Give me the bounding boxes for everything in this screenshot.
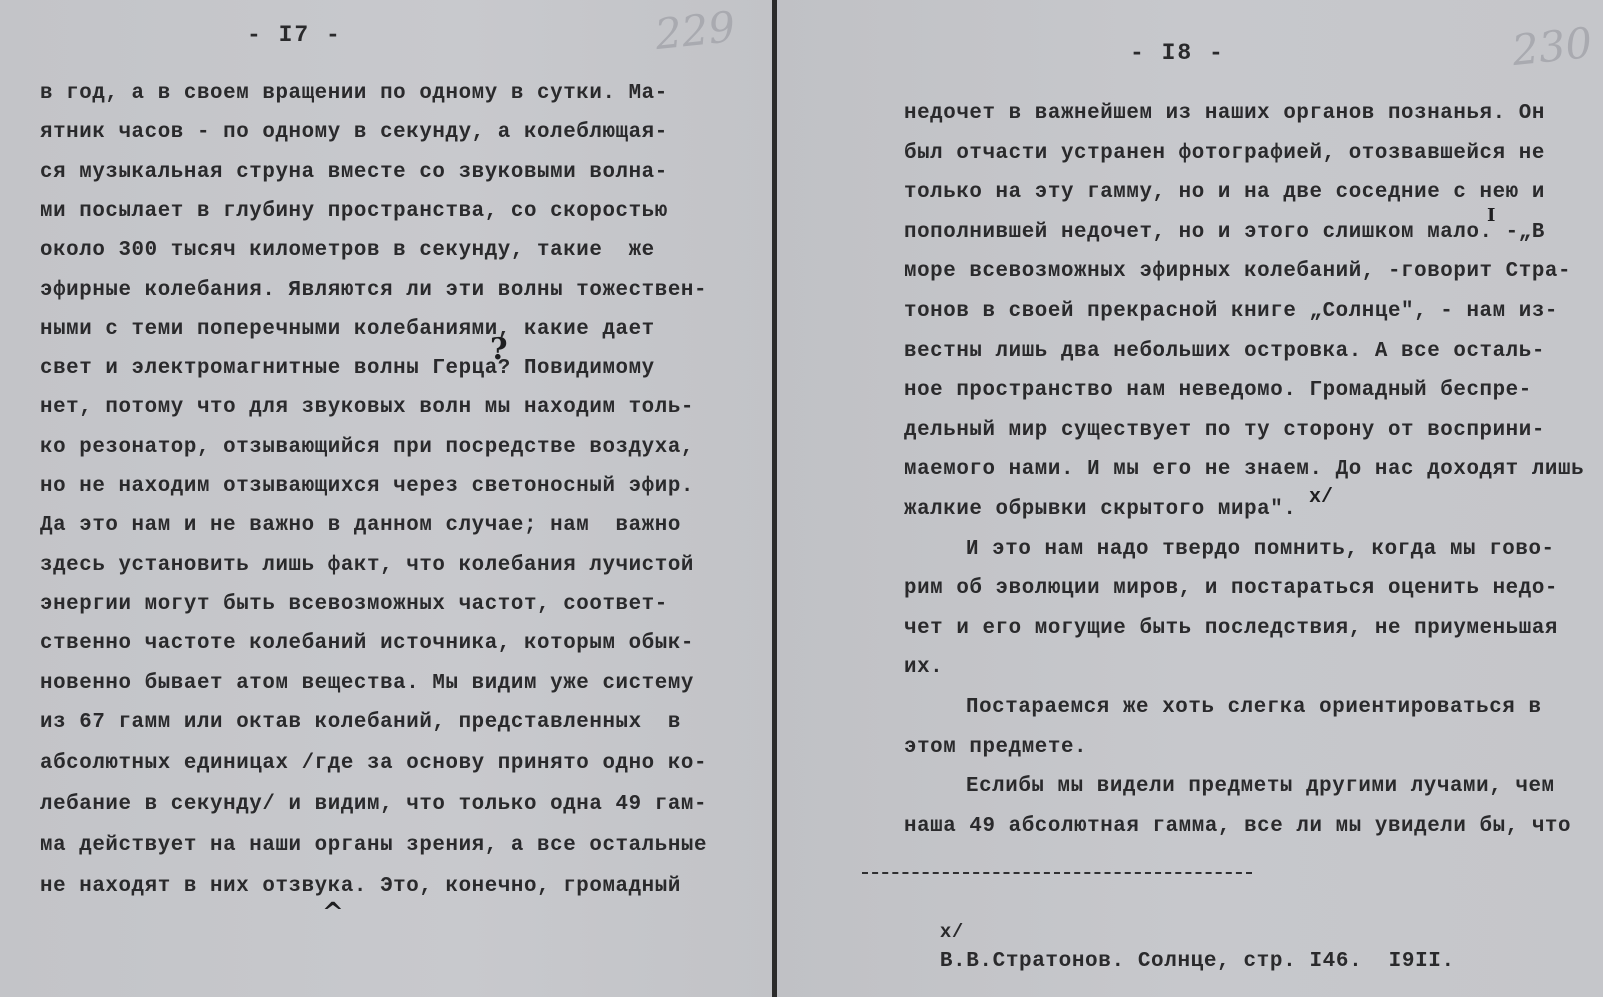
text-line: в год, а в своем вращении по одному в сутки. Ма- — [40, 82, 668, 105]
text-line: только на эту гамму, но и на две соседние с нею и — [904, 181, 1545, 205]
text-line: ко резонатор, отзывающийся при посредстве воздуха, — [40, 435, 695, 459]
text-line: рим об эволюции миров, и постараться оценить недо- — [904, 577, 1559, 601]
text-line: ственно частоте колебаний источника, которым обык- — [40, 632, 695, 656]
right-page — [777, 0, 1603, 997]
text-line: их. — [904, 656, 944, 680]
footnote-marker: x/ — [939, 921, 964, 943]
page-number: - I8 - — [1130, 40, 1225, 66]
text-line: абсолютных единицах /где за основу принято одно ко- — [40, 752, 708, 775]
text-line: море всевозможных эфирных колебаний, -говорит Стра- — [904, 260, 1572, 284]
archive-page-number: 230 — [1509, 17, 1595, 76]
text-line: здесь установить лишь факт, что колебания лучистой — [40, 553, 695, 577]
text-line: этом предмете. — [904, 735, 1088, 759]
footnote-reference-mark: x/ — [1309, 486, 1334, 509]
text-line: энергии могут быть всевозможных частот, соответ- — [40, 592, 668, 616]
text-line: около 300 тысяч километров в секунду, такие же — [40, 239, 655, 263]
text-line: тонов в своей прекрасной книге „Солнце", - нам из- — [904, 300, 1559, 323]
text-line: Постараемся же хоть слегка ориентироваться в — [966, 696, 1542, 719]
footnote-text: В.В.Стратонов. Солнце, стр. I46. I9II. — [939, 950, 1455, 973]
text-line: но не находим отзывающихся через светоносный эфир. — [40, 475, 695, 498]
text-line: чет и его могущие быть последствия, не приуменьшая — [904, 616, 1559, 640]
footnote — [887, 898, 1455, 996]
text-line: Еслибы мы видели предметы другими лучами, чем — [966, 775, 1555, 799]
text-line: ми посылает в глубину пространства, со скоростью — [40, 199, 668, 223]
handwritten-question-mark: ? — [490, 332, 508, 367]
text-line: новенно бывает атом вещества. Мы видим уже систему — [40, 671, 695, 695]
text-line: не находят в них отзвука. Это, конечно, громадный — [40, 875, 681, 898]
text-line: эфирные колебания. Являются ли эти волны тожествен- — [40, 278, 708, 302]
text-line: недочет в важнейшем из наших органов познанья. Он — [904, 102, 1545, 125]
text-line: ма действует на наши органы зрения, а все остальные — [40, 834, 708, 857]
archive-page-number: 229 — [652, 1, 738, 60]
text-line: ятник часов - по одному в секунду, а колеблющая- — [40, 121, 668, 145]
text-line: пополнившей недочет, но и этого слишком мало. -„В — [904, 220, 1545, 244]
text-line: жалкие обрывки скрытого мира". — [904, 498, 1297, 521]
left-page — [0, 0, 772, 997]
text-line: из 67 гамм или октав колебаний, представленных в — [40, 710, 681, 734]
text-line: Да это нам и не важно в данном случае; нам важно — [40, 514, 681, 538]
footnote-separator — [862, 872, 1252, 874]
text-line: дельный мир существует по ту сторону от восприни- — [904, 418, 1545, 442]
text-line: вестны лишь два небольших островка. А все осталь- — [904, 339, 1545, 363]
text-line: маемого нами. И мы его не знаем. До нас доходят лишь — [904, 458, 1585, 482]
text-line: нет, потому что для звуковых волн мы находим толь- — [40, 396, 695, 420]
text-line: наша 49 абсолютная гамма, все ли мы увидели бы, что — [904, 814, 1572, 838]
superscript-mark: I — [1487, 205, 1496, 226]
text-line: лебание в секунду/ и видим, что только одна 49 гам- — [40, 793, 708, 816]
text-line: свет и электромагнитные волны Герца? Повидимому — [40, 357, 655, 381]
text-line: ными с теми поперечными колебаниями, какие дает — [40, 317, 655, 341]
handwritten-caret-mark: ^ — [322, 898, 344, 928]
text-line: ся музыкальная струна вместе со звуковыми волна- — [40, 160, 668, 184]
text-line: ное пространство нам неведомо. Громадный беспре- — [904, 379, 1532, 403]
text-line: был отчасти устранен фотографией, отозвавшейся не — [904, 141, 1545, 165]
page-number: - I7 - — [247, 22, 342, 48]
text-line: И это нам надо твердо помнить, когда мы гово- — [966, 537, 1555, 561]
